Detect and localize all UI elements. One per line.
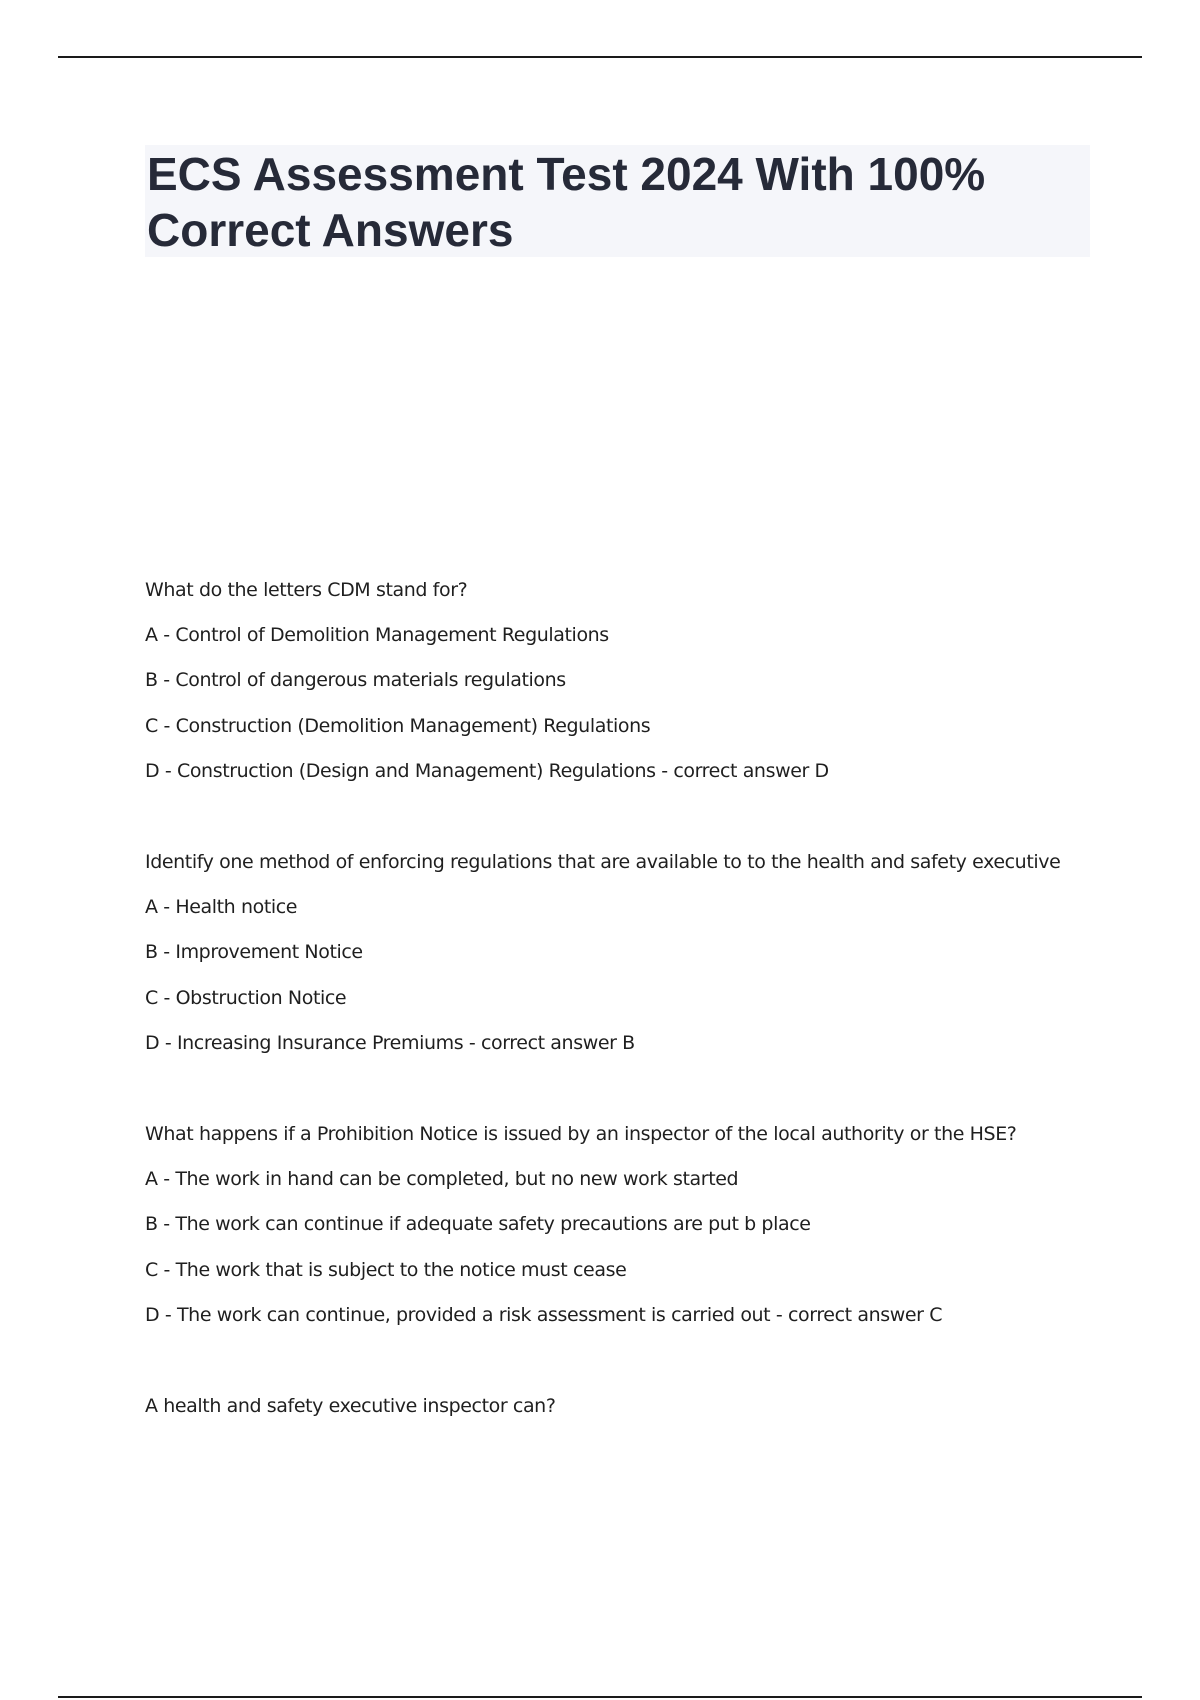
question-text: What happens if a Prohibition Notice is issued by an inspector of the local authority or the HSE? <box>145 1123 1017 1145</box>
answer-option-c: C - Obstruction Notice <box>145 987 347 1009</box>
question-block-4 <box>145 1394 1135 1439</box>
question-text: A health and safety executive inspector can? <box>145 1395 556 1417</box>
answer-option-b: B - The work can continue if adequate safety precautions are put b place <box>145 1213 811 1235</box>
question-text: Identify one method of enforcing regulations that are available to to the health and safety executive <box>145 851 1061 873</box>
answer-option-b: B - Control of dangerous materials regulations <box>145 669 566 691</box>
answer-option-a: A - Health notice <box>145 896 298 918</box>
top-divider <box>58 56 1142 58</box>
document-title: ECS Assessment Test 2024 With 100% Correct Answers <box>147 148 986 256</box>
question-block-2 <box>145 850 1135 1077</box>
question-block-3 <box>145 1122 1135 1349</box>
answer-option-d: D - The work can continue, provided a risk assessment is carried out - correct answer C <box>145 1304 943 1326</box>
question-text: What do the letters CDM stand for? <box>145 579 468 601</box>
answer-option-c: C - The work that is subject to the notice must cease <box>145 1259 627 1281</box>
answer-option-c: C - Construction (Demolition Management) Regulations <box>145 715 651 737</box>
answer-option-b: B - Improvement Notice <box>145 941 363 963</box>
answer-option-d: D - Construction (Design and Management) Regulations - correct answer D <box>145 760 829 782</box>
answer-option-a: A - The work in hand can be completed, but no new work started <box>145 1168 739 1190</box>
answer-option-a: A - Control of Demolition Management Regulations <box>145 624 609 646</box>
bottom-divider <box>58 1696 1142 1698</box>
answer-option-d: D - Increasing Insurance Premiums - correct answer B <box>145 1032 635 1054</box>
question-block-1 <box>145 578 1135 805</box>
